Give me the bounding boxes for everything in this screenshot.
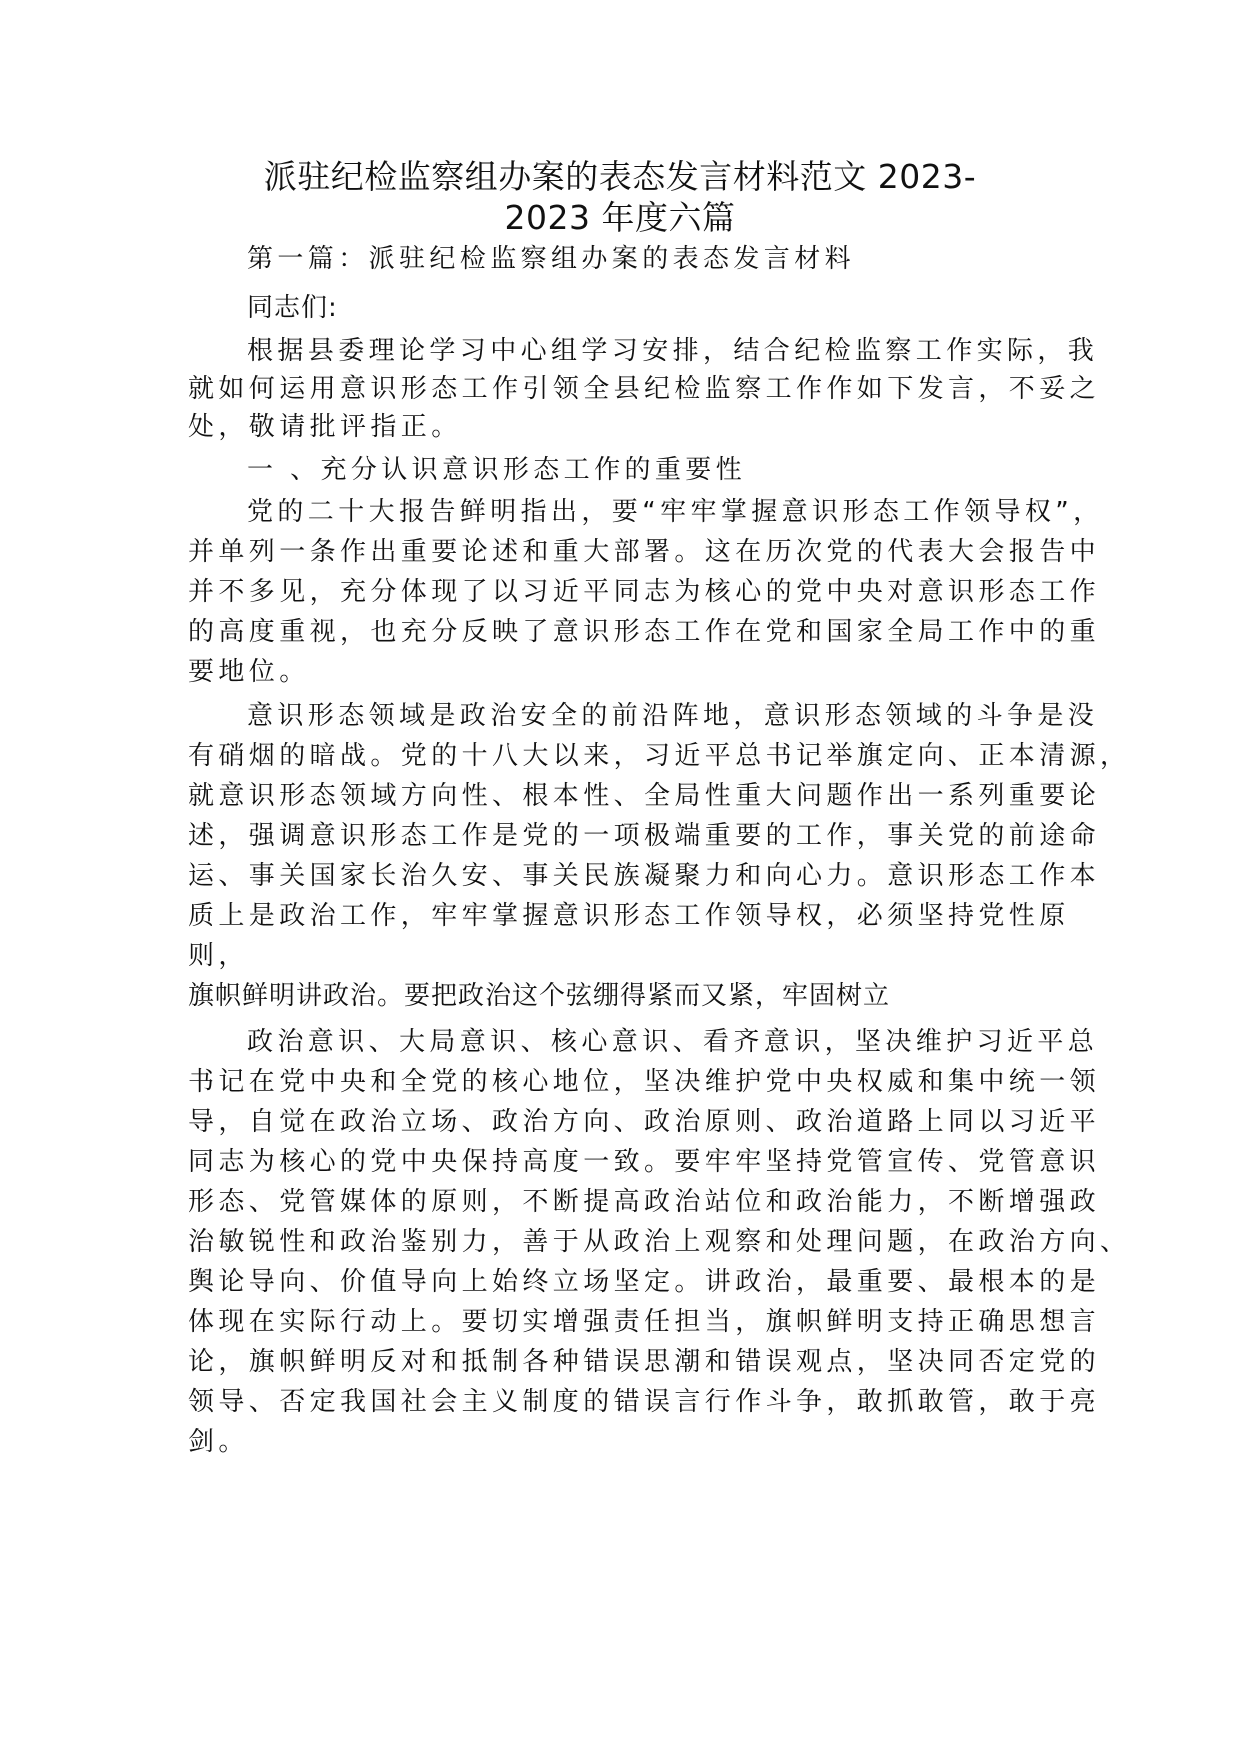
paragraph-line: 有硝烟的暗战。党的十八大以来，习近平总书记举旗定向、正本清源， <box>188 741 1131 771</box>
paragraph-line: 并不多见，充分体现了以习近平同志为核心的党中央对意识形态工作 <box>188 577 1101 607</box>
paragraph-line: 政治意识、大局意识、核心意识、看齐意识，坚决维护习近平总 <box>247 1027 1099 1057</box>
paragraph-line: 剑。 <box>188 1427 249 1457</box>
paragraph-line: 导，自觉在政治立场、政治方向、政治原则、政治道路上同以习近平 <box>188 1107 1101 1137</box>
paragraph-line: 领导、否定我国社会主义制度的错误言行作斗争，敢抓敢管，敢于亮 <box>188 1387 1101 1417</box>
paragraph-line: 质上是政治工作，牢牢掌握意识形态工作领导权，必须坚持党性原 <box>188 901 1070 931</box>
paragraph-line: 就如何运用意识形态工作引领全县纪检监察工作作如下发言，不妥之 <box>188 374 1101 404</box>
section-heading: 第一篇：派驻纪检监察组办案的表态发言材料 <box>247 244 856 274</box>
paragraph-line: 并单列一条作出重要论述和重大部署。这在历次党的代表大会报告中 <box>188 537 1101 567</box>
document-title-line-2: 2023 年度六篇 <box>504 198 736 237</box>
document-title-line-1: 派驻纪检监察组办案的表态发言材料范文 2023- <box>263 157 977 196</box>
paragraph-line: 同志为核心的党中央保持高度一致。要牢牢坚持党管宣传、党管意识 <box>188 1147 1101 1177</box>
paragraph-line: 党的二十大报告鲜明指出，要“牢牢掌握意识形态工作领导权”， <box>247 497 1104 527</box>
salutation: 同志们: <box>247 293 338 323</box>
paragraph-line: 处，敬请批评指正。 <box>188 412 462 442</box>
paragraph-line: 的高度重视，也充分反映了意识形态工作在党和国家全局工作中的重 <box>188 617 1101 647</box>
paragraph-line: 舆论导向、价值导向上始终立场坚定。讲政治，最重要、最根本的是 <box>188 1267 1101 1297</box>
paragraph-line: 意识形态领域是政治安全的前沿阵地，意识形态领域的斗争是没 <box>247 701 1099 731</box>
paragraph-line: 要地位。 <box>188 657 310 687</box>
paragraph-line: 书记在党中央和全党的核心地位，坚决维护党中央权威和集中统一领 <box>188 1067 1101 1097</box>
paragraph-line: 根据县委理论学习中心组学习安排，结合纪检监察工作实际，我 <box>247 336 1099 366</box>
section-subheading: 一 、充分认识意识形态工作的重要性 <box>247 455 747 485</box>
paragraph-line: 体现在实际行动上。要切实增强责任担当，旗帜鲜明支持正确思想言 <box>188 1307 1101 1337</box>
paragraph-line: 旗帜鲜明讲政治。要把政治这个弦绷得紧而又紧，牢固树立 <box>188 981 891 1011</box>
paragraph-line: 述，强调意识形态工作是党的一项极端重要的工作，事关党的前途命 <box>188 821 1101 851</box>
paragraph-line: 治敏锐性和政治鉴别力，善于从政治上观察和处理问题，在政治方向、 <box>188 1227 1131 1257</box>
paragraph-line: 形态、党管媒体的原则，不断提高政治站位和政治能力，不断增强政 <box>188 1187 1101 1217</box>
paragraph-line: 运、事关国家长治久安、事关民族凝聚力和向心力。意识形态工作本 <box>188 861 1101 891</box>
paragraph-line: 则， <box>188 941 249 971</box>
paragraph-line: 就意识形态领域方向性、根本性、全局性重大问题作出一系列重要论 <box>188 781 1101 811</box>
paragraph-line: 论，旗帜鲜明反对和抵制各种错误思潮和错误观点，坚决同否定党的 <box>188 1347 1101 1377</box>
